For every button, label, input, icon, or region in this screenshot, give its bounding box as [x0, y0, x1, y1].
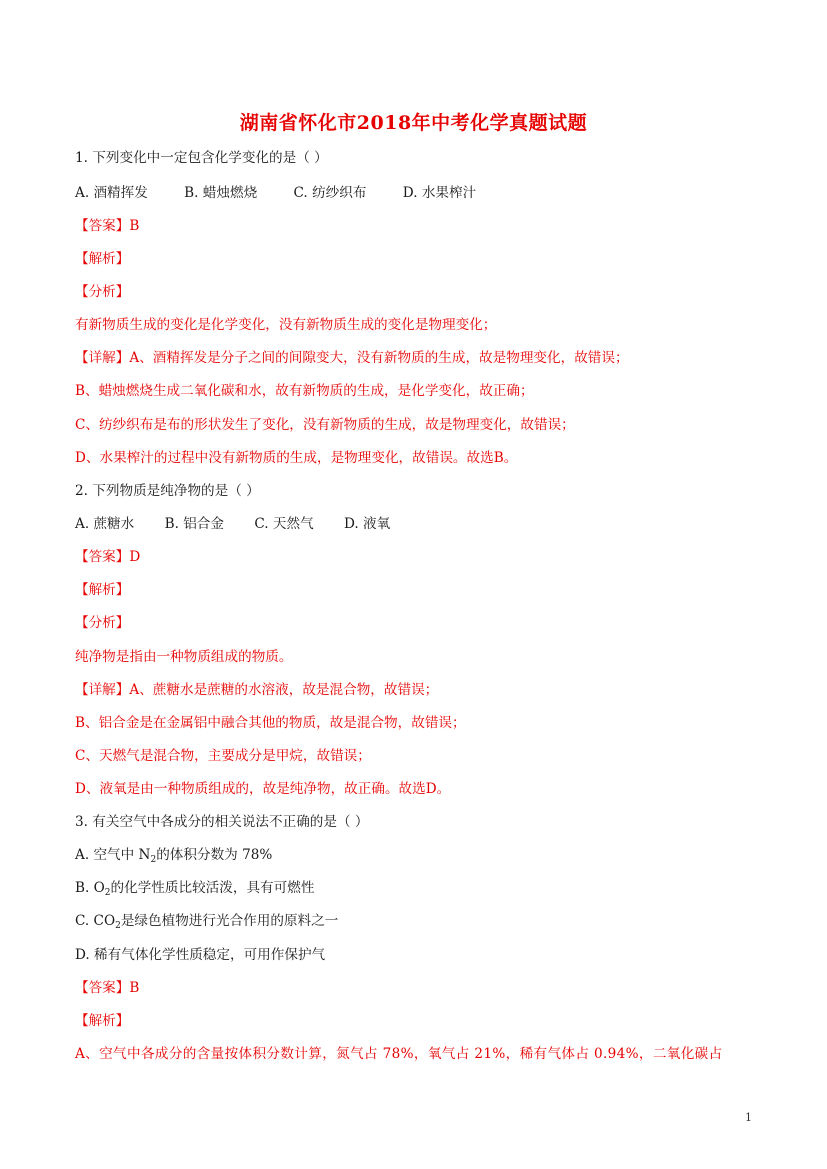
- q1-jiexi-heading: 【解析】: [75, 251, 130, 267]
- q1-fenxi-heading: 【分析】: [75, 284, 130, 300]
- q1-detail-d: D、水果榨汁的过程中没有新物质的生成，是物理变化，故错误。故选B。: [75, 450, 518, 466]
- q3-option-c-post: 是绿色植物进行光合作用的原料之一: [120, 913, 339, 929]
- q3-option-d: D. 稀有气体化学性质稳定，可用作保护气: [75, 947, 326, 963]
- q2-analysis: 纯净物是指由一种物质组成的物质。: [75, 649, 293, 665]
- q3-option-b-sub: 2: [104, 888, 111, 898]
- q3-option-c-sub: 2: [115, 921, 121, 931]
- q2-detail-b: B、铝合金是在金属铝中融合其他的物质，故是混合物，故错误；: [75, 715, 466, 731]
- q2-detail-d: D、液氧是由一种物质组成的，故是纯净物，故正确。故选D。: [75, 781, 451, 797]
- q2-answer: 【答案】D: [75, 549, 141, 565]
- document-title: 湖南省怀化市2018年中考化学真题试题: [239, 112, 588, 134]
- q1-detail-a: 【详解】A、酒精挥发是分子之间的间隙变大，没有新物质的生成，故是物理变化，故错误；: [75, 350, 629, 366]
- q1-stem: 1. 下列变化中一定包含化学变化的是（ ）: [75, 150, 328, 166]
- q1-detail-b: B、蜡烛燃烧生成二氧化碳和水，故有新物质的生成，是化学变化，故正确；: [75, 383, 534, 399]
- q2-detail-a: 【详解】A、蔗糖水是蔗糖的水溶液，故是混合物，故错误；: [75, 682, 439, 698]
- q1-answer: 【答案】B: [75, 218, 140, 234]
- q2-detail-c: C、天燃气是混合物，主要成分是甲烷，故错误；: [75, 748, 371, 764]
- q3-option-a-pre: A. 空气中 N: [75, 847, 151, 863]
- q3-option-b-pre: B. O: [75, 880, 105, 896]
- q3-stem: 3. 有关空气中各成分的相关说法不正确的是（ ）: [75, 814, 369, 830]
- q2-fenxi-heading: 【分析】: [75, 615, 130, 631]
- q3-jiexi-heading: 【解析】: [75, 1013, 130, 1029]
- q2-option-c: C. 天然气: [254, 516, 314, 532]
- q3-option-a-sub: 2: [150, 855, 157, 865]
- q1-option-a: A. 酒精挥发: [75, 185, 148, 201]
- q2-option-a: A. 蔗糖水: [75, 516, 135, 532]
- q3-option-c: [75, 912, 338, 930]
- q1-option-b: B. 蜡烛燃烧: [184, 185, 258, 201]
- q3-option-c-pre: C. CO: [75, 913, 116, 929]
- q2-options: [75, 515, 390, 533]
- page-number: 1: [745, 1111, 752, 1124]
- q1-analysis: 有新物质生成的变化是化学变化，没有新物质生成的变化是物理变化；: [75, 317, 497, 333]
- q1-option-d: D. 水果榨汁: [402, 185, 477, 201]
- q1-options: [75, 184, 476, 202]
- q1-option-c: C. 纺纱织布: [293, 185, 367, 201]
- q3-option-a-post: 的体积分数为 78%: [156, 847, 273, 863]
- q3-answer: 【答案】B: [75, 980, 140, 996]
- q2-option-b: B. 铝合金: [164, 516, 224, 532]
- q3-detail: A、空气中各成分的含量按体积分数计算，氮气占 78%，氧气占 21%，稀有气体占 0.94%，二氧化碳占: [75, 1046, 723, 1062]
- q2-jiexi-heading: 【解析】: [75, 582, 130, 598]
- q3-option-a: [75, 846, 272, 864]
- q2-option-d: D. 液氧: [344, 516, 391, 532]
- q1-detail-c: C、纺纱织布是布的形状发生了变化，没有新物质的生成，故是物理变化，故错误；: [75, 417, 575, 433]
- q2-stem: 2. 下列物质是纯净物的是（ ）: [75, 483, 260, 499]
- q3-option-b-post: 的化学性质比较活泼，具有可燃性: [110, 880, 315, 896]
- q3-option-b: [75, 879, 314, 897]
